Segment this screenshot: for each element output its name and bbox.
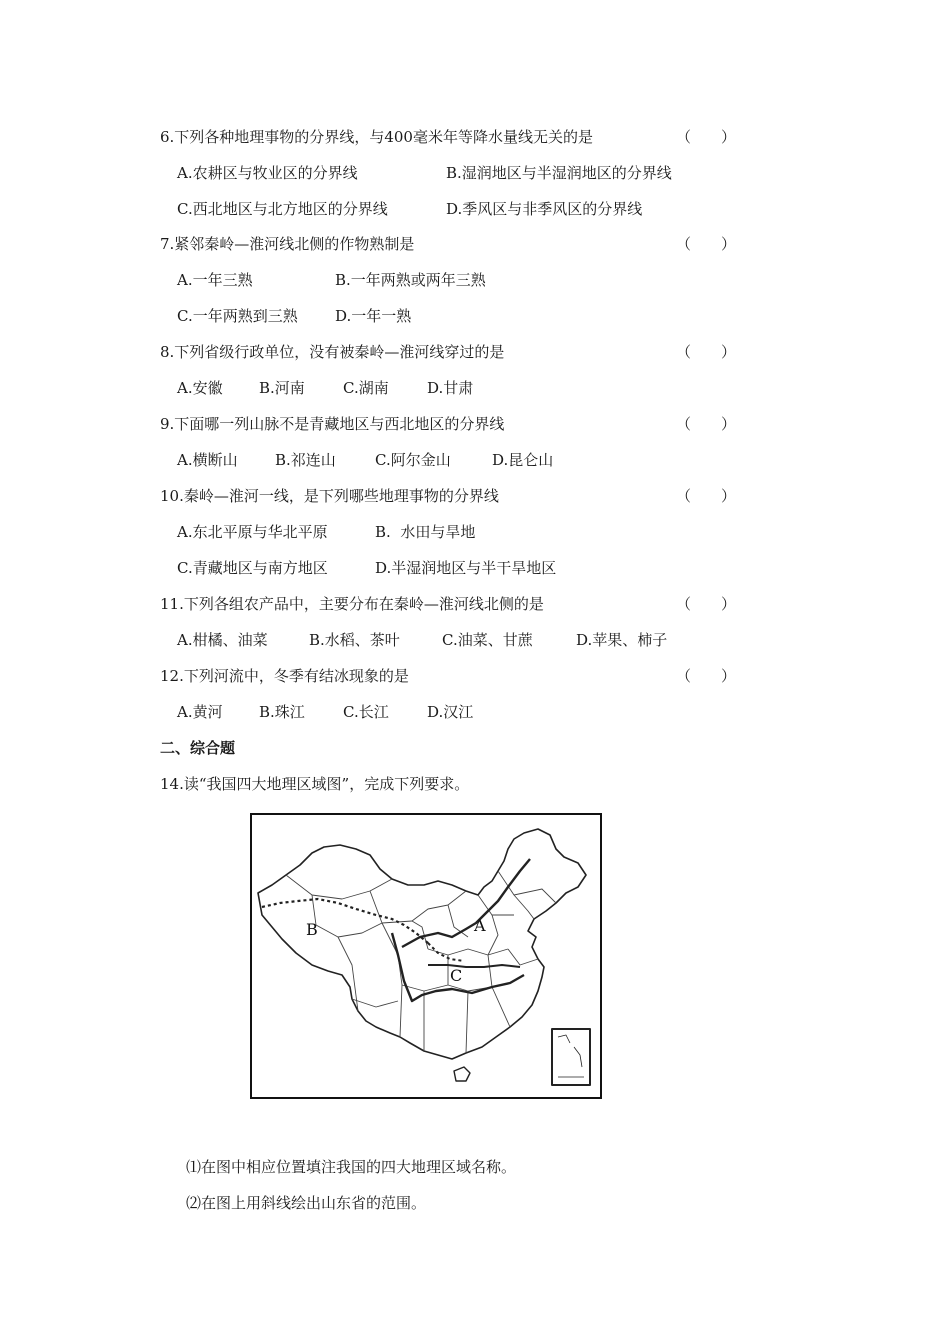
q6-answer-paren: （ ） bbox=[676, 128, 737, 146]
q6-option-c: C.西北地区与北方地区的分界线 bbox=[177, 200, 388, 218]
q8-option-c: C.湖南 bbox=[343, 379, 389, 397]
country-outline bbox=[258, 829, 586, 1059]
q12-option-d: D.汉江 bbox=[427, 703, 474, 721]
q11-option-a: A.柑橘、油菜 bbox=[177, 631, 268, 649]
q9-option-a: A.横断山 bbox=[177, 451, 238, 469]
map-drawing bbox=[252, 815, 600, 1097]
q9-option-b: B.祁连山 bbox=[275, 451, 336, 469]
q12-answer-paren: （ ） bbox=[676, 667, 737, 685]
q9-option-c: C.阿尔金山 bbox=[375, 451, 451, 469]
q10-answer-paren: （ ） bbox=[676, 487, 737, 505]
q10-option-a: A.东北平原与华北平原 bbox=[177, 523, 328, 541]
q12-option-a: A.黄河 bbox=[177, 703, 223, 721]
q6-option-d: D.季风区与非季风区的分界线 bbox=[446, 200, 643, 218]
map-label-a: A bbox=[474, 916, 486, 935]
q6-option-a: A.农耕区与牧业区的分界线 bbox=[177, 164, 358, 182]
q8-answer-paren: （ ） bbox=[676, 343, 737, 361]
q8-option-d: D.甘肃 bbox=[427, 379, 474, 397]
q7-option-b: B.一年两熟或两年三熟 bbox=[335, 271, 486, 289]
q6-option-b: B.湿润地区与半湿润地区的分界线 bbox=[446, 164, 672, 182]
q7-option-a: A.一年三熟 bbox=[177, 271, 253, 289]
q12-option-b: B.珠江 bbox=[259, 703, 305, 721]
q8-stem: 8.下列省级行政单位，没有被秦岭—淮河线穿过的是 bbox=[160, 343, 505, 361]
q12-option-c: C.长江 bbox=[343, 703, 389, 721]
q10-option-c: C.青藏地区与南方地区 bbox=[177, 559, 328, 577]
section-title: 二、综合题 bbox=[160, 739, 236, 757]
q11-option-c: C.油菜、甘蔗 bbox=[442, 631, 533, 649]
q14-stem: 14.读“我国四大地理区域图”，完成下列要求。 bbox=[160, 775, 470, 793]
q6-stem: 6.下列各种地理事物的分界线，与400毫米年等降水量线无关的是 bbox=[160, 128, 593, 146]
map-label-c: C bbox=[450, 966, 463, 985]
q12-stem: 12.下列河流中，冬季有结冰现象的是 bbox=[160, 667, 409, 685]
q11-stem: 11.下列各组农产品中，主要分布在秦岭—淮河线北侧的是 bbox=[160, 595, 544, 613]
q8-option-a: A.安徽 bbox=[177, 379, 223, 397]
q9-answer-paren: （ ） bbox=[676, 415, 737, 433]
q11-option-b: B.水稻、茶叶 bbox=[309, 631, 400, 649]
q10-stem: 10.秦岭—淮河一线，是下列哪些地理事物的分界线 bbox=[160, 487, 499, 505]
q14-sub2: ⑵在图上用斜线绘出山东省的范围。 bbox=[186, 1194, 427, 1212]
q7-option-d: D.一年一熟 bbox=[335, 307, 412, 325]
q7-stem: 7.紧邻秦岭—淮河线北侧的作物熟制是 bbox=[160, 235, 415, 253]
q10-option-d: D.半湿润地区与半干旱地区 bbox=[375, 559, 557, 577]
q9-stem: 9.下面哪一列山脉不是青藏地区与西北地区的分界线 bbox=[160, 415, 505, 433]
q9-option-d: D.昆仑山 bbox=[492, 451, 554, 469]
q11-option-d: D.苹果、柿子 bbox=[576, 631, 668, 649]
q7-option-c: C.一年两熟到三熟 bbox=[177, 307, 298, 325]
china-regions-map bbox=[250, 813, 602, 1099]
q7-answer-paren: （ ） bbox=[676, 235, 737, 253]
map-label-b: B bbox=[306, 920, 318, 939]
q8-option-b: B.河南 bbox=[259, 379, 305, 397]
q11-answer-paren: （ ） bbox=[676, 595, 737, 613]
q14-sub1: ⑴在图中相应位置填注我国的四大地理区域名称。 bbox=[186, 1158, 517, 1176]
q10-option-b: B. 水田与旱地 bbox=[375, 523, 476, 541]
